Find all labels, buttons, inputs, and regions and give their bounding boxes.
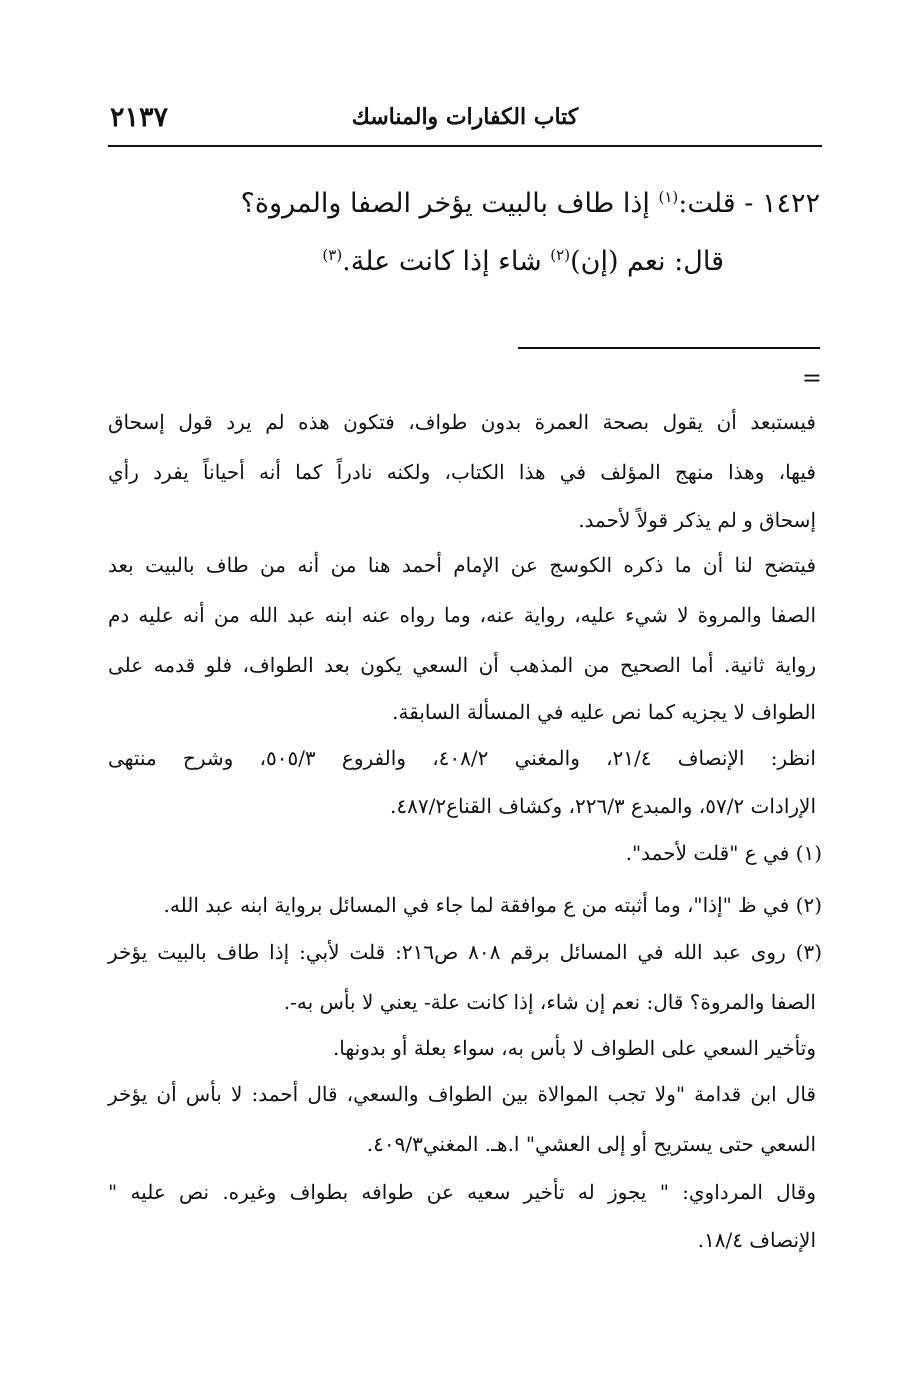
commentary-line: رواية ثانية. أما الصحيح من المذهب أن السعي يكون بعد الطواف، فلو قدمه على bbox=[108, 653, 816, 677]
footnote-3-line: الإنصاف ١٨/٤. bbox=[697, 1228, 816, 1252]
footnote-ref-1: (١) bbox=[658, 188, 679, 206]
commentary-line: فيها، وهذا منهج المؤلف في هذا الكتاب، ولكنه نادراً كما أنه أحياناً يفرد رأي bbox=[108, 460, 816, 484]
commentary-line: الصفا والمروة لا شيء عليه، رواية عنه، وما رواه عنه ابنه عبد الله من أنه عليه دم bbox=[108, 603, 816, 627]
commentary-line: الإرادات ٥٧/٢، والمبدع ٢٢٦/٣، وكشاف القناع٤٨٧/٢. bbox=[390, 794, 816, 818]
page-number: ٢١٣٧ bbox=[110, 102, 169, 133]
commentary-line: إسحاق و لم يذكر قولاً لأحمد. bbox=[578, 508, 816, 532]
footnote-3-line: السعي حتى يستريح أو إلى العشي" ا.هـ. المغني٤٠٩/٣. bbox=[366, 1132, 816, 1156]
footnote-3-line: قال ابن قدامة "ولا تجب الموالاة بين الطواف والسعي، قال أحمد: لا بأس أن يؤخر bbox=[108, 1082, 816, 1106]
running-title: كتاب الكفارات والمناسك bbox=[351, 104, 579, 130]
footnote-ref-2: (٢) bbox=[550, 246, 571, 264]
footnote-2: (٢) في ظ "إذا"، وما أثبته من ع موافقة لما جاء في المسائل برواية ابنه عبد الله. bbox=[163, 893, 822, 917]
footnote-3-line: الصفا والمروة؟ قال: نعم إن شاء، إذا كانت علة- يعني لا بأس به-. bbox=[283, 990, 816, 1014]
question-line-1 bbox=[241, 188, 820, 219]
footnote-divider bbox=[518, 347, 820, 349]
header-divider bbox=[108, 145, 822, 147]
answer-text-b: شاء إذا كانت علة. bbox=[342, 246, 551, 277]
commentary-line: انظر: الإنصاف ٢١/٤، والمغني ٤٠٨/٢، والفروع ٥٠٥/٣، وشرح منتهى bbox=[108, 746, 816, 770]
continuation-mark: = bbox=[801, 364, 822, 392]
question-number-text: ١٤٢٢ - قلت: bbox=[678, 188, 820, 219]
footnote-3-line: وتأخير السعي على الطواف لا بأس به، سواء بعلة أو بدونها. bbox=[332, 1036, 816, 1060]
commentary-line: فيتضح لنا أن ما ذكره الكوسج عن الإمام أحمد هنا من أنه من طاف بالبيت بعد bbox=[108, 553, 816, 577]
footnote-3-line: وقال المرداوي: " يجوز له تأخير سعيه عن طوافه بطواف وغيره. نص عليه " bbox=[108, 1180, 816, 1204]
answer-line bbox=[322, 246, 724, 277]
commentary-line: الطواف لا يجزيه كما نص عليه في المسألة السابقة. bbox=[392, 700, 816, 724]
answer-text-a: قال: نعم (إن) bbox=[570, 246, 724, 277]
footnote-1: (١) في ع "قلت لأحمد". bbox=[625, 841, 822, 865]
footnote-3-line: (٣) روى عبد الله في المسائل برقم ٨٠٨ ص٢١٦: قلت لأبي: إذا طاف بالبيت يؤخر bbox=[108, 940, 822, 964]
footnote-ref-3: (٣) bbox=[322, 246, 343, 264]
question-text: إذا طاف بالبيت يؤخر الصفا والمروة؟ bbox=[240, 188, 659, 219]
commentary-line: فيستبعد أن يقول بصحة العمرة بدون طواف، فتكون هذه لم يرد قول إسحاق bbox=[108, 410, 816, 434]
